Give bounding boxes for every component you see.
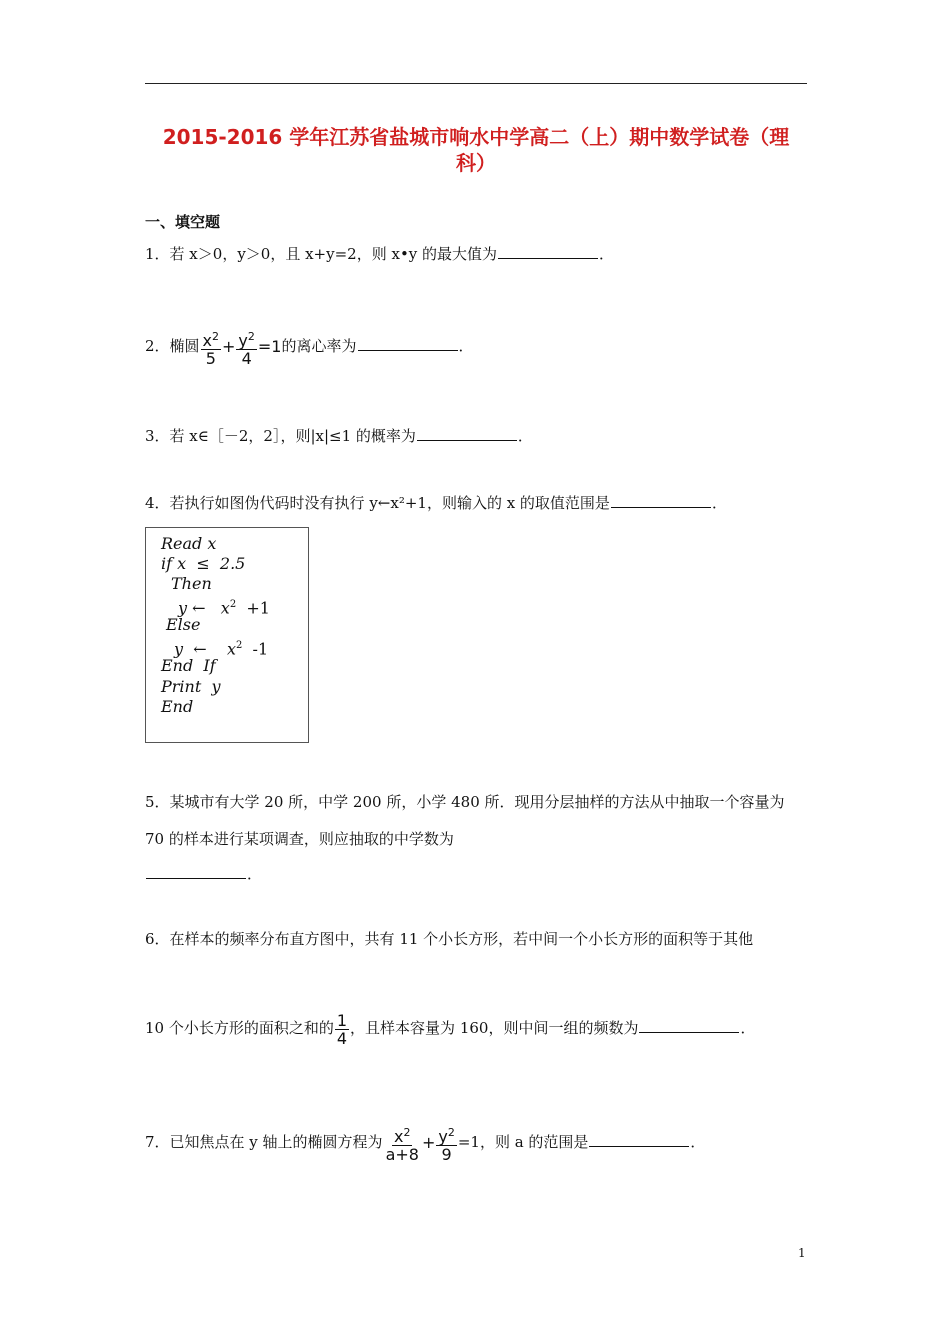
- answer-blank: [639, 1018, 739, 1033]
- question-5-answer: ．: [145, 864, 262, 884]
- question-2: 2．椭圆 $\frac{x^2}{5}$ + $\frac{y^2}{4}$ =1的离心率为 ．: [145, 329, 474, 368]
- fraction-y2-over-9: $\frac{y^2}{9}$: [438, 1125, 455, 1164]
- answer-blank: [589, 1132, 689, 1147]
- question-5-line-1: 5．某城市有大学 20 所，中学 200 所，小学 480 所．现用分层抽样的方法从中抽取一个容量为: [145, 793, 785, 811]
- answer-blank: [146, 864, 246, 879]
- question-6-line-2: 10 个小长方形的面积之和的 $\frac{1}{4}$ ，且样本容量为 160，则中间一组的频数为 ．: [145, 1010, 756, 1048]
- code-line-9: End: [161, 697, 194, 716]
- title-line-1: 2015-2016 学年江苏省盐城市响水中学高二（上）期中数学试卷（理: [162, 125, 790, 149]
- section-heading: 一、填空题: [145, 213, 221, 231]
- question-4: 4．若执行如图伪代码时没有执行 y←x²+1，则输入的 x 的取值范围是 ．: [145, 494, 727, 512]
- answer-blank: [498, 244, 598, 259]
- document-title: [140, 124, 812, 176]
- title-line-2: 科）: [456, 151, 496, 175]
- code-line-7: End If: [161, 656, 216, 675]
- code-line-8: Print y: [161, 677, 221, 696]
- answer-blank: [417, 426, 517, 441]
- fraction-x2-over-a-plus-8: $\frac{x^2}{a+8}$: [385, 1125, 419, 1164]
- question-3: 3．若 x∈［－2，2］，则|x|≤1 的概率为 ．: [145, 427, 533, 445]
- fraction-one-quarter: $\frac{1}{4}$: [336, 1010, 348, 1048]
- page-number: 1: [798, 1246, 806, 1260]
- question-5-line-2: 70 的样本进行某项调查，则应抽取的中学数为: [145, 830, 454, 848]
- answer-blank: [358, 336, 458, 351]
- code-line-5: Else: [166, 615, 201, 634]
- code-line-3: Then: [171, 574, 212, 593]
- code-line-6: y ← $x^2$ -1: [174, 639, 269, 659]
- question-6-line-1: 6．在样本的频率分布直方图中，共有 11 个小长方形，若中间一个小长方形的面积等于其他: [145, 930, 754, 948]
- header-rule: [145, 83, 807, 84]
- fraction-x2-over-5: $\frac{x^2}{5}$: [202, 329, 220, 368]
- answer-blank: [611, 493, 711, 508]
- question-1: 1．若 x＞0，y＞0，且 x+y=2，则 x•y 的最大值为 ．: [145, 245, 615, 263]
- pseudocode-box: [145, 527, 309, 743]
- question-7: 7．已知焦点在 y 轴上的椭圆方程为 $\frac{x^2}{a+8}$ + $\frac{y^2}{9}$ =1，则 a 的范围是 ．: [145, 1125, 706, 1164]
- code-line-1: Read x: [161, 534, 217, 553]
- code-line-2: if x ≤ 2.5: [161, 554, 246, 573]
- fraction-y2-over-4: $\frac{y^2}{4}$: [238, 329, 255, 368]
- question-1-text: 1．若 x＞0，y＞0，且 x+y=2，则 x•y 的最大值为: [145, 245, 498, 263]
- code-line-4: y ← $x^2 +1$: [178, 598, 270, 618]
